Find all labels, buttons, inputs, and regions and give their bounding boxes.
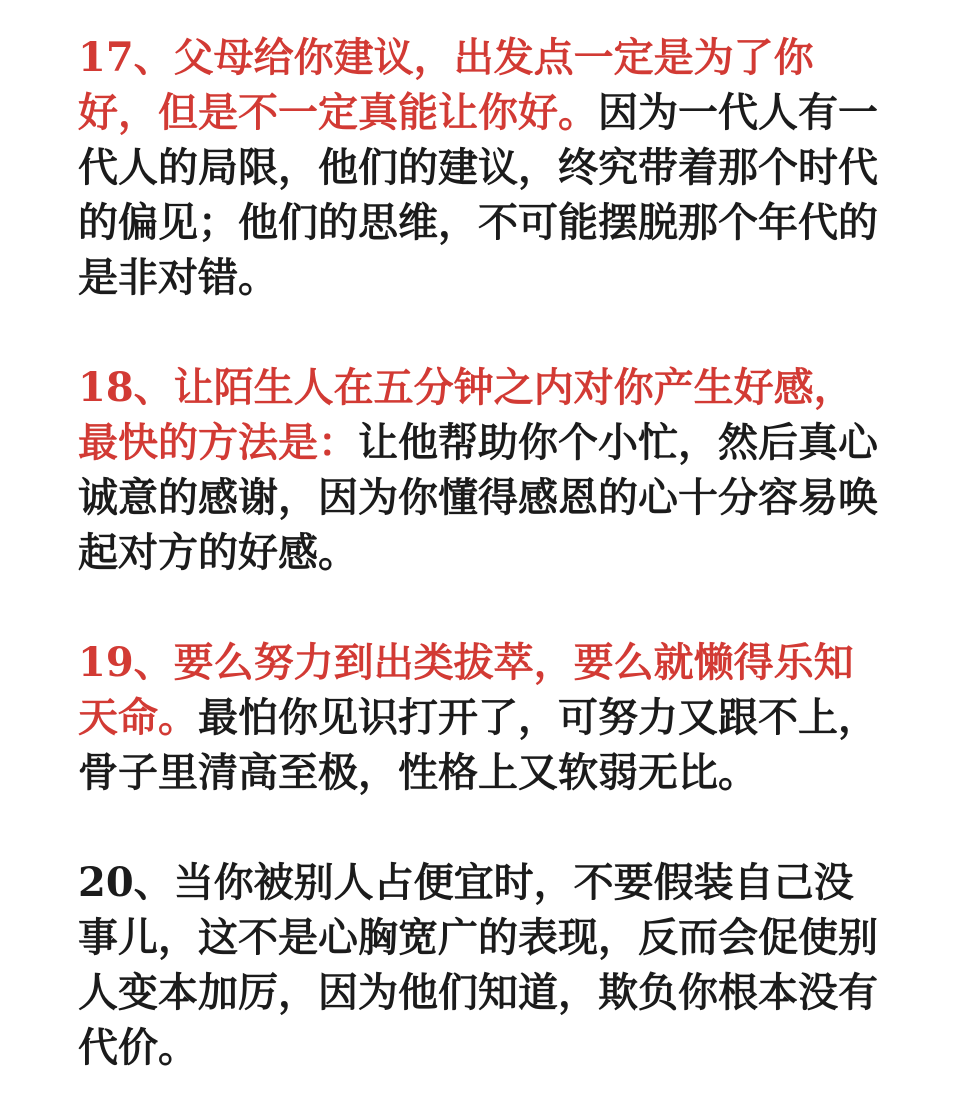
item-number: 17、 — [78, 34, 174, 81]
item-number: 20、 — [78, 859, 174, 906]
item-body: 让他帮助你个小忙，然后真心诚意的感谢，因为你懂得感恩的心十分容易唤起对方的好感。 — [78, 419, 878, 576]
list-item-18 — [78, 360, 878, 580]
article — [78, 30, 878, 1075]
item-body: 当你被别人占便宜时，不要假装自己没事儿，这不是心胸宽广的表现，反而会促使别人变本加厉，因为他们知道，欺负你根本没有代价。 — [78, 859, 878, 1071]
item-highlight: 父母给你建议，出发点一定是为了你好，但是不一定真能让你好。 — [78, 34, 814, 136]
item-body: 最怕你见识打开了，可努力又跟不上，骨子里清高至极，性格上又软弱无比。 — [78, 694, 878, 796]
item-number: 19、 — [78, 639, 174, 686]
list-item-19 — [78, 635, 878, 800]
item-highlight: 要么努力到出类拔萃，要么就懒得乐知天命。 — [78, 639, 854, 741]
list-item-20 — [78, 855, 878, 1075]
item-number: 18、 — [78, 364, 174, 411]
list-item-17 — [78, 30, 878, 305]
item-highlight: 让陌生人在五分钟之内对你产生好感，最快的方法是： — [78, 364, 854, 466]
item-body: 因为一代人有一代人的局限，他们的建议，终究带着那个时代的偏见；他们的思维，不可能摆脱那个年代的是非对错。 — [78, 89, 878, 301]
